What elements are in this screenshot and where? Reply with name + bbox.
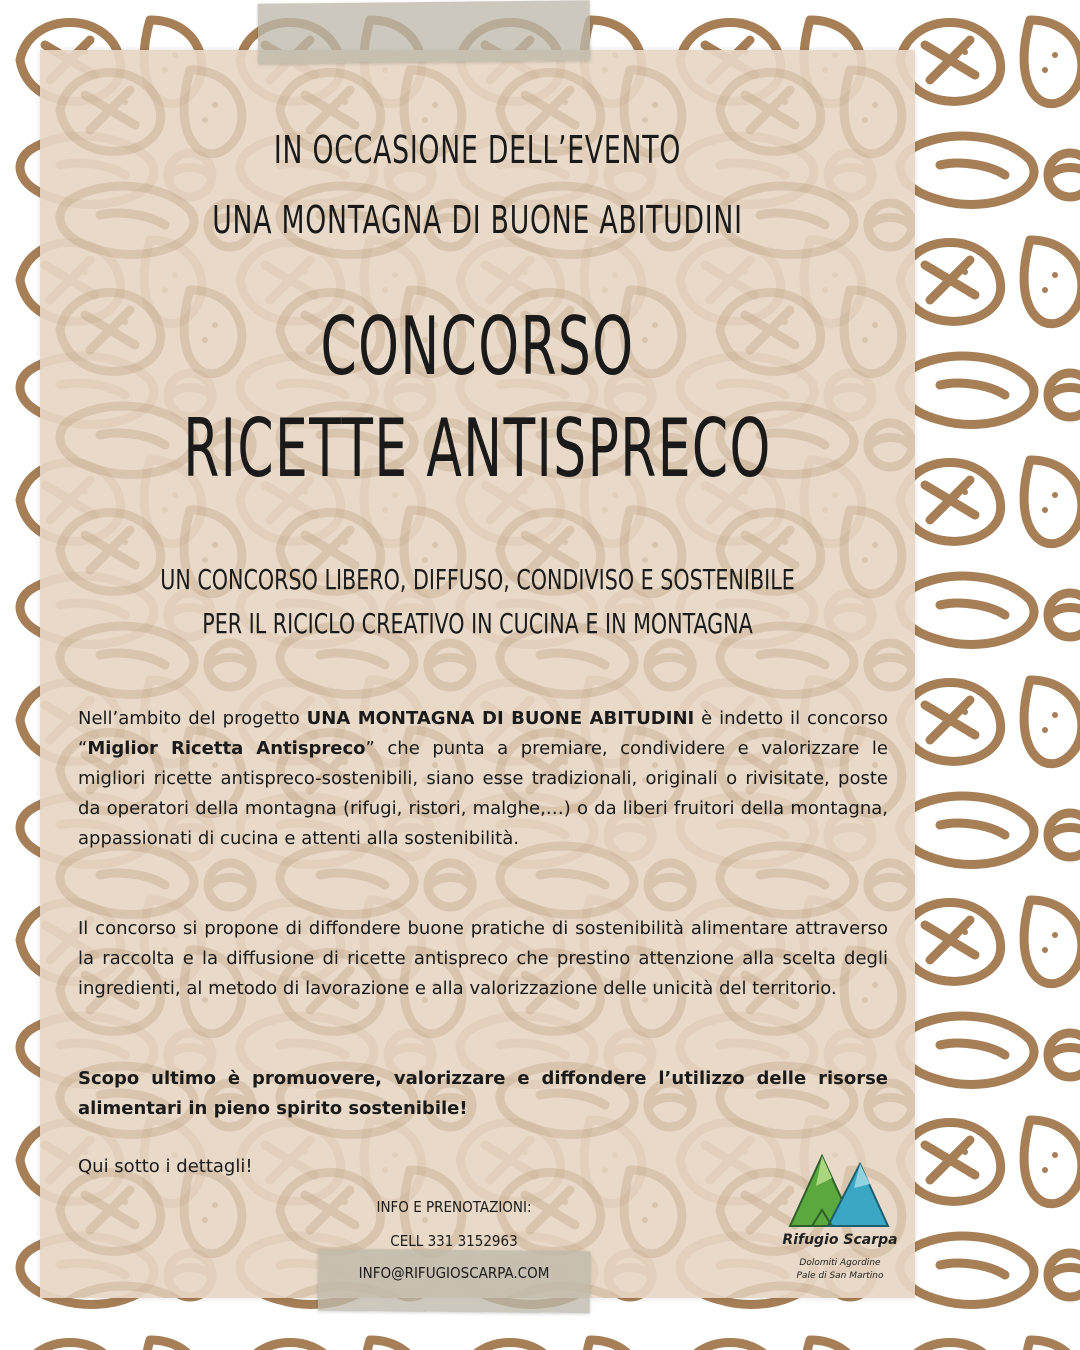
paragraph-purpose: Il concorso si propone di diffondere buone pratiche di sostenibilità alimentare attraverso la raccolta e la diffusione di ricette antispreco che prestino attenzione alla scelta degli ingredienti, al metodo di lavorazione e alla valorizzazione delle unicità del territorio. [78, 918, 888, 999]
paragraph-intro-c: è indetto il concorso “ [78, 708, 888, 759]
logo-subtitle-1: Dolomiti Agordine [799, 1258, 881, 1268]
logo-subtitle-2: Pale di San Martino [796, 1271, 884, 1281]
paragraph-details: Qui sotto i dettagli! [78, 1156, 253, 1177]
tape-top [258, 0, 591, 63]
event-name-line: UNA MONTAGNA DI BUONE ABITUDINI [212, 198, 743, 242]
paragraph-intro [78, 704, 888, 854]
subtitle-line2: PER IL RICICLO CREATIVO IN CUCINA E IN MONTAGNA [202, 607, 753, 640]
info-label: INFO E PRENOTAZIONI: [376, 1198, 532, 1216]
subtitle-line1: UN CONCORSO LIBERO, DIFFUSO, CONDIVISO E SOSTENIBILE [160, 563, 795, 596]
info-phone[interactable]: CELL 331 3152963 [390, 1232, 518, 1250]
main-title-line2: RICETTE ANTISPRECO [183, 402, 772, 495]
project-name: UNA MONTAGNA DI BUONE ABITUDINI [306, 708, 695, 729]
paragraph-intro-a: Nell’ambito del progetto [78, 708, 307, 729]
logo-name: Rifugio Scarpa [782, 1232, 898, 1248]
info-email[interactable]: INFO@RIFUGIOSCARPA.COM [358, 1264, 550, 1282]
main-title-line1: CONCORSO [320, 300, 635, 393]
paragraph-goal: Scopo ultimo è promuovere, valorizzare e diffondere l’utilizzo delle risorse alimentari in pieno spirito sostenibile! [78, 1068, 888, 1119]
event-intro-line: IN OCCASIONE DELL’EVENTO [273, 128, 682, 172]
contest-name: Miglior Ricetta Antispreco [87, 738, 366, 759]
paragraph-intro-e: ” che punta a premiare, condividere e valorizzare le migliori ricette antispreco-sostenibili, siano esse tradizionali, originali o rivisitate, poste da operatori della montagna (rifugi, ristori, malghe,…) o da liberi fruitori della montagna, appassionati di cucina e attenti alla sostenibilità. [78, 738, 888, 849]
